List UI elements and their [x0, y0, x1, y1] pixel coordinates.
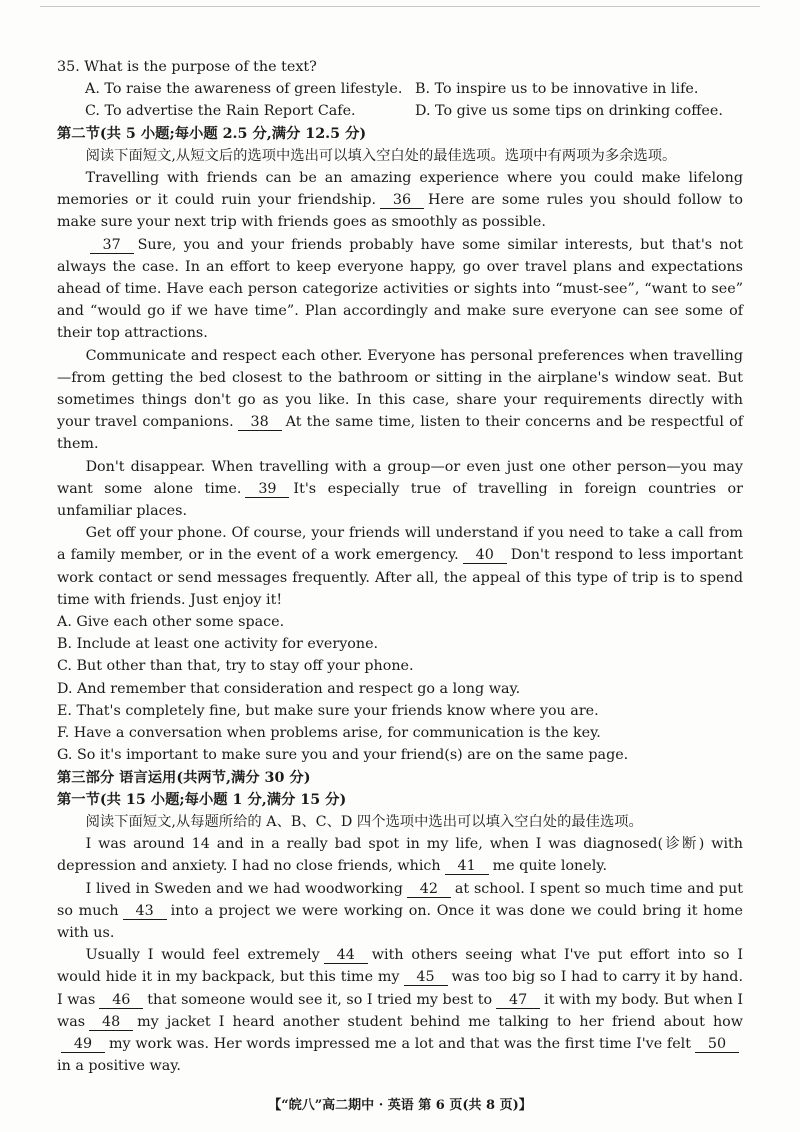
choice-f: F. Have a conversation when problems arise, for communication is the key.: [57, 725, 601, 742]
blank-41: 41: [445, 858, 489, 875]
question-35-options: [57, 78, 743, 122]
blank-47: 47: [496, 992, 540, 1009]
passage1-paragraph-5: Get off your phone. Of course, your friends will understand if you need to take a call from a family member, or in the event of a work emergency. 40 Don't respond to less important work contact or send messages frequently. After all, the appeal of this type of trip is to spend time with friends. Just enjoy it!: [57, 525, 744, 608]
blank-43: 43: [123, 903, 167, 920]
option-a: A. To raise the awareness of green lifestyle.: [85, 81, 403, 98]
blank-44: 44: [324, 947, 368, 964]
option-b: B. To inspire us to be innovative in life.: [415, 81, 699, 98]
blank-42: 42: [407, 881, 451, 898]
choice-g: G. So it's important to make sure you and your friend(s) are on the same page.: [57, 747, 629, 764]
section2-heading: 第二节(共 5 小题;每小题 2.5 分,满分 12.5 分): [57, 125, 367, 142]
passage1-paragraph-2: 37 Sure, you and your friends probably have some similar interests, but that's not always the case. In an effort to keep everyone happy, go over travel plans and expectations ahead of time. Have each person categorize activities or sights into “must-see”, “want to see” and “would go if we have time”. Plan accordingly and make sure everyone can see some of their top attractions.: [57, 236, 743, 342]
choice-c: C. But other than that, try to stay off your phone.: [57, 658, 414, 675]
option-c: C. To advertise the Rain Report Cafe.: [85, 103, 356, 120]
blank-40: 40: [463, 547, 507, 564]
passage1-paragraph-4: Don't disappear. When travelling with a group—or even just one other person—you may want some alone time. 39 It's especially true of travelling in foreign countries or unfamiliar places.: [57, 458, 743, 520]
choice-list: [57, 611, 743, 766]
question-35-stem: 35. What is the purpose of the text?: [57, 59, 317, 75]
passage2-paragraph-2: I lived in Sweden and we had woodworking 42 at school. I spent so much time and put so much 43 into a project we were working on. Once it was done we could bring it home with us.: [57, 880, 744, 941]
question-35: [57, 56, 743, 123]
part3-heading: 第三部分 语言运用(共两节,满分 30 分): [57, 769, 311, 786]
page-footer: 【“皖八”高二期中 · 英语 第 6 页(共 8 页)】: [268, 1098, 532, 1113]
blank-45: 45: [404, 969, 448, 986]
blank-37: 37: [90, 237, 134, 254]
choice-d: D. And remember that consideration and respect go a long way.: [57, 680, 521, 697]
section2-instruction: 阅读下面短文,从短文后的选项中选出可以填入空白处的最佳选项。选项中有两项为多余选项。: [85, 147, 677, 164]
choice-b: B. Include at least one activity for everyone.: [57, 636, 379, 653]
blank-39: 39: [245, 481, 289, 498]
blank-38: 38: [238, 414, 282, 431]
part3-subheading: 第一节(共 15 小题;每小题 1 分,满分 15 分): [57, 791, 347, 808]
blank-36: 36: [380, 192, 424, 209]
blank-48: 48: [89, 1014, 133, 1031]
blank-50: 50: [695, 1036, 739, 1053]
blank-46: 46: [99, 992, 143, 1009]
choice-a: A. Give each other some space.: [57, 614, 285, 631]
choice-e: E. That's completely fine, but make sure your friends know where you are.: [57, 702, 599, 719]
passage2-paragraph-1: I was around 14 and in a really bad spot in my life, when I was diagnosed(诊断) with depression and anxiety. I had no close friends, which 41 me quite lonely.: [57, 836, 743, 875]
top-rule: [40, 6, 760, 7]
part3-instruction: 阅读下面短文,从每题所给的 A、B、C、D 四个选项中选出可以填入空白处的最佳选项。: [85, 813, 643, 830]
passage1-paragraph-1: Travelling with friends can be an amazing experience where you could make lifelong memories or it could ruin your friendship. 36 Here are some rules you should follow to make sure your next trip with friends goes as smoothly as possible.: [57, 170, 743, 231]
passage2-paragraph-3: Usually I would feel extremely 44 with others seeing what I've put effort into so I would hide it in my backpack, but this time my 45 was too big so I had to carry it by hand. I was 46 that someone would see it, so I tried my best to 47 it with my body. But when I was 48 my jacket I heard another student behind me talking to her friend about how49 my work was. Her words impressed me a lot and that was the first time I've felt 50in a positive way.: [57, 947, 743, 1075]
option-d: D. To give us some tips on drinking coffee.: [415, 103, 723, 120]
exam-page: [57, 56, 743, 1077]
passage1-paragraph-3: Communicate and respect each other. Everyone has personal preferences when travelling—from getting the bed closest to the bathroom or sitting in the airplane's window seat. But sometimes things don't go as you like. In this case, share your requirements directly with your travel companions. 38 At the same time, listen to their concerns and be respectful of them.: [57, 347, 743, 453]
blank-49: 49: [61, 1036, 105, 1053]
